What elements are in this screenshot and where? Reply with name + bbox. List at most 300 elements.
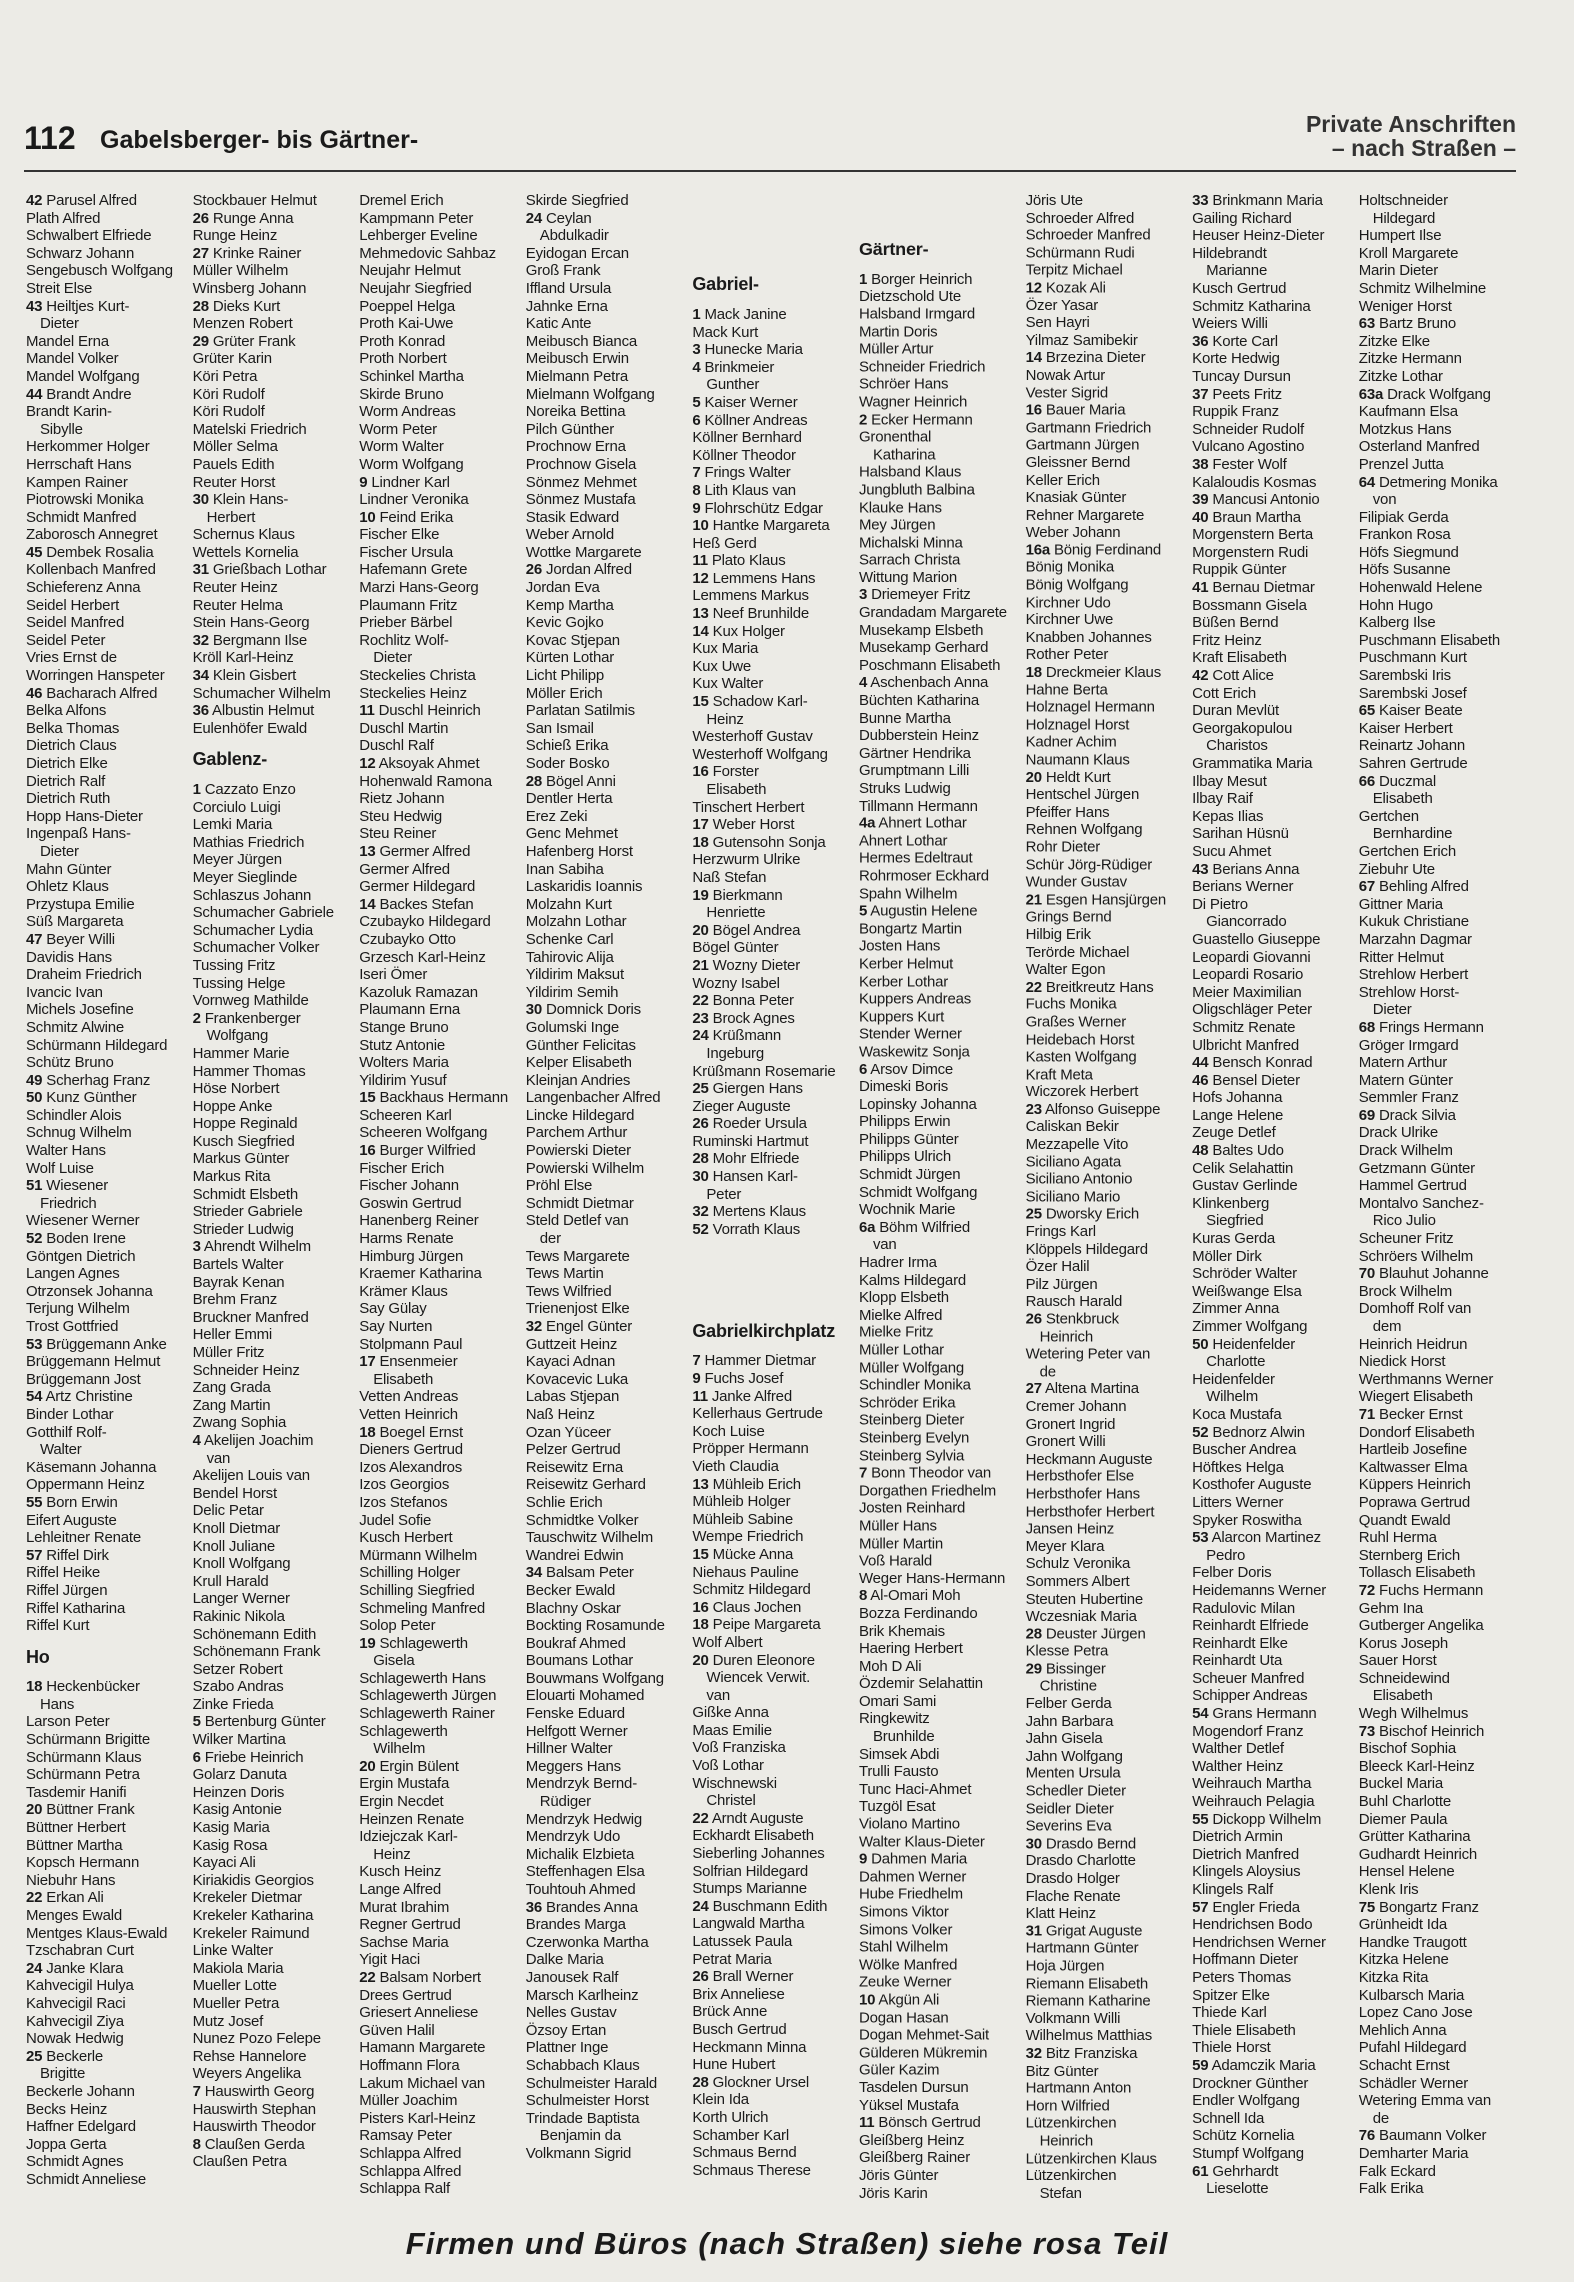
- resident-entry: [193, 1696, 358, 1714]
- house-number: 27: [192, 244, 209, 262]
- resident-entry: [26, 298, 191, 316]
- resident-name: Weyers Angelika: [192, 2065, 302, 2083]
- resident-name: Martin Doris: [858, 323, 938, 341]
- resident-entry: [1026, 2062, 1191, 2079]
- house-number: 57: [26, 1546, 43, 1564]
- resident-entry: [1026, 1346, 1191, 1363]
- street-heading: Gärtner-: [858, 239, 929, 260]
- resident-entry: [193, 421, 358, 439]
- resident-name: Heckmann Minna: [692, 2038, 807, 2056]
- resident-entry: [692, 1933, 857, 1951]
- resident-name: Wilhelm: [373, 1740, 426, 1758]
- resident-entry: [859, 1746, 1024, 1764]
- resident-entry: [193, 262, 358, 280]
- resident-entry: [359, 843, 524, 861]
- resident-name: Buscher Andrea: [1192, 1441, 1297, 1459]
- resident-name: Hube Friedhelm: [858, 1886, 963, 1904]
- resident-name: Yigit Haci: [359, 1951, 420, 1969]
- resident-entry: [692, 763, 857, 781]
- resident-name: Prochnow Erna: [525, 438, 626, 456]
- resident-name: Klenk Iris: [1358, 1881, 1419, 1898]
- resident-name: Voß Lothar: [692, 1757, 764, 1775]
- resident-entry: [1192, 1934, 1357, 1952]
- resident-name: Krekeler Katharina: [192, 1907, 314, 1924]
- resident-name: Sarihan Hüsnü: [1192, 825, 1289, 843]
- resident-entry: [359, 1459, 524, 1477]
- resident-entry: [1359, 1987, 1524, 2005]
- resident-entry: [1359, 1160, 1524, 1178]
- resident-entry-continuation: [1192, 262, 1357, 280]
- resident-entry: [193, 597, 358, 615]
- resident-entry-continuation: [526, 2127, 691, 2145]
- resident-entry: [692, 1150, 857, 1168]
- footer-note: Firmen und Büros (nach Straßen) siehe rosa Teil: [405, 2226, 1169, 2261]
- resident-name: Hartmann Günter: [1025, 1940, 1139, 1957]
- resident-name: Ringkewitz: [858, 1710, 930, 1728]
- resident-name: Wiegert Elisabeth: [1358, 1388, 1473, 1406]
- resident-entry: [1359, 861, 1524, 879]
- resident-name: Heidebach Horst: [1025, 1031, 1135, 1048]
- resident-entry: [1026, 1625, 1191, 1642]
- resident-name: Kosthofer Auguste: [1192, 1476, 1312, 1494]
- resident-entry: [1359, 966, 1524, 984]
- resident-entry: [526, 1740, 691, 1758]
- resident-name: Puschmann Elisabeth: [1358, 631, 1501, 649]
- resident-name: Lange Helene: [1192, 1106, 1284, 1124]
- resident-name: Mielmann Petra: [525, 367, 629, 385]
- resident-name: Vorrath Klaus: [712, 1220, 801, 1238]
- resident-entry: [193, 526, 358, 544]
- resident-entry: [26, 1353, 191, 1371]
- resident-name: Tuzgöl Esat: [858, 1798, 936, 1816]
- resident-name: Pelzer Gertrud: [525, 1441, 621, 1459]
- resident-entry: [526, 1652, 691, 1670]
- resident-entry: [26, 2013, 191, 2031]
- resident-name: Setzer Robert: [192, 1660, 283, 1678]
- resident-entry: [26, 192, 191, 210]
- resident-entry: [1359, 386, 1524, 404]
- resident-entry: [859, 1166, 1024, 1184]
- resident-entry: [859, 1394, 1024, 1412]
- resident-entry: [859, 692, 1024, 710]
- resident-entry-continuation: [193, 1450, 358, 1468]
- resident-entry: [1192, 544, 1357, 562]
- resident-entry: [193, 2048, 358, 2066]
- resident-entry: [26, 456, 191, 474]
- resident-name: Thiele Horst: [1192, 2039, 1271, 2057]
- resident-name: Ritter Helmut: [1358, 948, 1444, 966]
- resident-name: Gudhardt Heinrich: [1358, 1845, 1478, 1863]
- resident-entry: [193, 1819, 358, 1837]
- resident-entry: [692, 834, 857, 852]
- resident-name: Lemki Maria: [192, 816, 273, 834]
- resident-name: Bitz Franziska: [1045, 2044, 1138, 2062]
- resident-name: Reuter Horst: [192, 473, 276, 491]
- resident-entry: [859, 552, 1024, 570]
- resident-entry: [859, 1149, 1024, 1167]
- house-number: 8: [692, 481, 701, 499]
- resident-entry: [859, 323, 1024, 341]
- resident-name: Alarcon Martinez: [1211, 1529, 1321, 1547]
- section-title: [1306, 112, 1516, 160]
- resident-entry: [26, 667, 191, 685]
- resident-entry: [692, 939, 857, 957]
- resident-entry: [859, 2132, 1024, 2150]
- resident-entry: [859, 1904, 1024, 1922]
- resident-name: Zimmer Anna: [1192, 1300, 1280, 1318]
- resident-entry: [859, 1886, 1024, 1904]
- resident-name: Duschl Martin: [359, 719, 449, 737]
- resident-name: Duran Mevlüt: [1192, 702, 1279, 720]
- resident-name: Arndt Auguste: [711, 1809, 804, 1827]
- resident-entry: [26, 1784, 191, 1802]
- resident-name: Felber Doris: [1192, 1564, 1272, 1582]
- resident-entry: [692, 851, 857, 869]
- resident-entry: [359, 949, 524, 967]
- resident-name: Baumann Volker: [1379, 2127, 1487, 2145]
- resident-name: Tahirovic Alija: [525, 948, 614, 966]
- resident-entry: [692, 1599, 857, 1617]
- resident-entry: [526, 438, 691, 456]
- resident-name: Izos Alexandros: [359, 1458, 463, 1476]
- resident-name: Demharter Maria: [1358, 2144, 1469, 2162]
- resident-entry: [1359, 1353, 1524, 1371]
- resident-entry: [193, 1150, 358, 1168]
- resident-name: Musekamp Gerhard: [858, 639, 989, 657]
- resident-entry: [1192, 1881, 1357, 1899]
- resident-entry: [692, 464, 857, 482]
- resident-name: Schürmann Petra: [26, 1766, 140, 1784]
- resident-name: Stefan: [1039, 2184, 1082, 2202]
- resident-name: Wandrei Edwin: [525, 1546, 624, 1564]
- resident-name: Stockbauer Helmut: [192, 192, 317, 209]
- resident-name: Kröll Karl-Heinz: [192, 649, 294, 667]
- resident-entry: [692, 1080, 857, 1098]
- resident-entry: [1026, 1293, 1191, 1310]
- resident-entry: [859, 1113, 1024, 1131]
- resident-name: Lopinsky Johanna: [858, 1095, 977, 1113]
- resident-name: Herbsthofer Hans: [1025, 1485, 1140, 1503]
- house-number: 20: [26, 1801, 43, 1819]
- resident-entry: [193, 1678, 358, 1696]
- resident-name: Fischer Erich: [359, 1159, 445, 1177]
- resident-entry: [1192, 1828, 1357, 1846]
- resident-name: Gehm Ina: [1358, 1599, 1424, 1617]
- resident-name: Puschmann Kurt: [1358, 649, 1467, 667]
- resident-entry: [193, 280, 358, 298]
- resident-name: Wagner Heinrich: [858, 393, 968, 411]
- resident-entry: [1359, 350, 1524, 368]
- resident-entry: [193, 227, 358, 245]
- resident-name: Ahnert Lothar: [878, 814, 967, 832]
- resident-entry: [1026, 1713, 1191, 1730]
- house-number: 10: [858, 1991, 876, 2009]
- resident-name: Mehmedovic Sahbaz: [359, 244, 496, 262]
- resident-entry: [26, 790, 191, 808]
- house-number: 10: [359, 508, 376, 526]
- resident-entry: [692, 1616, 857, 1634]
- resident-entry: [859, 745, 1024, 763]
- resident-name: Walther Heinz: [1192, 1757, 1284, 1775]
- resident-entry: [26, 1713, 191, 1731]
- resident-name: Litters Werner: [1192, 1493, 1284, 1511]
- resident-entry: [1359, 2145, 1524, 2163]
- resident-entry: [692, 1168, 857, 1186]
- resident-name: Kepas Ilias: [1192, 807, 1264, 825]
- resident-name: Zitzke Elke: [1358, 332, 1430, 350]
- resident-name: Bartels Walter: [192, 1256, 284, 1274]
- resident-entry-continuation: [26, 315, 191, 333]
- resident-name: Frankon Rosa: [1358, 526, 1451, 544]
- resident-name: Bönig Monika: [1025, 559, 1115, 576]
- resident-entry: [193, 904, 358, 922]
- resident-entry: [692, 1221, 857, 1239]
- resident-name: Kahvecigil Hulya: [26, 1977, 134, 1995]
- resident-entry: [26, 1749, 191, 1767]
- resident-name: Kovacevic Luka: [525, 1370, 629, 1388]
- resident-name: Schumacher Volker: [192, 939, 320, 957]
- resident-name: Weißwange Elsa: [1192, 1282, 1302, 1300]
- resident-entry: [26, 913, 191, 931]
- resident-entry: [359, 1934, 524, 1952]
- resident-name: Brandt Karin-: [26, 403, 112, 421]
- resident-entry: [859, 1201, 1024, 1219]
- resident-entry: [1026, 1888, 1191, 1905]
- resident-name: Schütz Kornelia: [1192, 2127, 1295, 2145]
- house-number: 20: [1025, 768, 1042, 786]
- resident-name: Wischnewski: [692, 1774, 777, 1792]
- resident-entry: [26, 931, 191, 949]
- resident-entry: [1026, 1521, 1191, 1538]
- resident-entry: [359, 913, 524, 931]
- resident-name: Caliskan Bekir: [1025, 1118, 1119, 1136]
- resident-name: Deuster Jürgen: [1045, 1625, 1146, 1643]
- resident-name: Böhm Wilfried: [879, 1218, 970, 1236]
- resident-entry: [193, 210, 358, 228]
- resident-name: Alfonso Guiseppe: [1045, 1100, 1161, 1118]
- resident-name: Bunne Martha: [858, 709, 951, 727]
- resident-name: Falk Erika: [1358, 2180, 1424, 2198]
- resident-entry: [359, 861, 524, 879]
- resident-name: Laskaridis Ioannis: [525, 878, 643, 896]
- resident-entry: [526, 649, 691, 667]
- house-number: 24: [525, 209, 543, 227]
- resident-name: Grumptmann Lilli: [858, 762, 970, 780]
- resident-name: Haering Herbert: [858, 1640, 963, 1658]
- resident-name: Goswin Gertrud: [359, 1194, 462, 1212]
- house-number: 13: [692, 605, 709, 623]
- resident-entry: [193, 781, 358, 799]
- resident-name: Domhoff Rolf van: [1358, 1300, 1472, 1318]
- resident-name: Hoppe Reginald: [192, 1115, 298, 1133]
- resident-entry: [1026, 1451, 1191, 1468]
- resident-name: Schieß Erika: [525, 737, 609, 755]
- resident-entry: [859, 376, 1024, 394]
- resident-name: Maas Emilie: [692, 1721, 772, 1739]
- resident-entry: [1359, 333, 1524, 351]
- resident-entry: [1359, 561, 1524, 579]
- resident-entry: [193, 1379, 358, 1397]
- house-number: 16: [692, 1598, 709, 1616]
- resident-name: Cott Erich: [1192, 684, 1257, 702]
- resident-entry: [1359, 773, 1524, 791]
- resident-name: Giancorrado: [1206, 913, 1287, 931]
- resident-entry: [26, 2171, 191, 2189]
- resident-name: Violano Martino: [858, 1815, 960, 1833]
- resident-name: Hohenwald Ramona: [359, 772, 492, 790]
- resident-name: Claußen Gerda: [204, 2135, 305, 2153]
- resident-entry: [1359, 913, 1524, 931]
- resident-name: Bayrak Kenan: [192, 1273, 285, 1291]
- resident-name: Boukraf Ahmed: [525, 1634, 626, 1652]
- resident-name: Walter: [40, 1441, 82, 1459]
- resident-name: Özer Halil: [1025, 1258, 1090, 1276]
- resident-name: Ceylan: [546, 209, 592, 227]
- resident-name: Sarembski Josef: [1358, 684, 1467, 702]
- resident-name: Heinrich: [1039, 2132, 1093, 2150]
- house-number: 28: [192, 297, 209, 315]
- resident-name: Akelijen Louis van: [192, 1467, 310, 1485]
- resident-entry: [1026, 542, 1191, 559]
- resident-entry: [1026, 1818, 1191, 1835]
- resident-name: Riemann Katharine: [1025, 1992, 1151, 2010]
- resident-entry: [859, 639, 1024, 657]
- house-number: 46: [1192, 1071, 1209, 1089]
- resident-entry: [1192, 1846, 1357, 1864]
- resident-entry: [26, 579, 191, 597]
- resident-name: Mehlich Anna: [1358, 2021, 1447, 2039]
- resident-name: Nowak Hedwig: [26, 2030, 124, 2048]
- resident-entry: [1026, 1118, 1191, 1135]
- resident-name: Scheuner Fritz: [1358, 1230, 1454, 1248]
- house-number: 3: [858, 586, 868, 604]
- resident-entry: [1359, 1600, 1524, 1618]
- resident-name: Köri Petra: [192, 367, 258, 385]
- resident-entry: [1359, 808, 1524, 826]
- resident-name: Herbert: [206, 508, 256, 526]
- resident-name: Neef Brunhilde: [712, 605, 810, 623]
- resident-entry: [26, 561, 191, 579]
- resident-name: Jansen Heinz: [1025, 1520, 1115, 1538]
- resident-entry: [1192, 1899, 1357, 1917]
- resident-entry: [1192, 790, 1357, 808]
- resident-entry: [1026, 646, 1191, 663]
- resident-name: Dieks Kurt: [212, 297, 281, 315]
- resident-name: Fischer Elke: [359, 526, 440, 544]
- resident-entry: [26, 1476, 191, 1494]
- resident-entry: [526, 931, 691, 949]
- resident-name: Reisewitz Erna: [525, 1458, 624, 1476]
- resident-entry: [1359, 667, 1524, 685]
- resident-entry-continuation: [1192, 2180, 1357, 2198]
- resident-name: Volkmann Sigrid: [525, 2144, 632, 2162]
- resident-name: Grünheidt Ida: [1358, 1916, 1448, 1934]
- listing-column: [193, 192, 360, 2202]
- resident-name: Hauswirth Stephan: [192, 2100, 316, 2118]
- resident-entry-continuation: [1192, 1353, 1357, 1371]
- resident-entry: [193, 2153, 358, 2171]
- resident-entry: [859, 1307, 1024, 1325]
- resident-name: Schnug Wilhelm: [26, 1124, 132, 1142]
- resident-name: Kunz Günther: [46, 1089, 137, 1107]
- resident-entry: [193, 1643, 358, 1661]
- resident-name: Arsov Dimce: [870, 1060, 954, 1078]
- resident-entry: [1026, 1835, 1191, 1852]
- resident-entry: [1192, 438, 1357, 456]
- resident-name: Zang Martin: [192, 1396, 271, 1414]
- house-number: 46: [26, 684, 43, 702]
- house-number: 25: [692, 1080, 709, 1098]
- resident-name: Lopez Cano Jose: [1358, 2004, 1473, 2022]
- resident-name: Steffenhagen Elsa: [525, 1863, 645, 1881]
- resident-name: Wempe Friedrich: [692, 1528, 804, 1546]
- resident-name: Albustin Helmut: [212, 702, 315, 720]
- resident-entry: [26, 245, 191, 263]
- house-number: 29: [192, 332, 209, 350]
- resident-name: Westerhoff Wolfgang: [692, 745, 828, 763]
- house-number: 50: [1192, 1335, 1209, 1353]
- resident-entry: [1359, 1758, 1524, 1776]
- resident-name: Fuchs Hermann: [1379, 1581, 1484, 1599]
- resident-name: Leopardi Rosario: [1192, 966, 1304, 984]
- resident-entry: [692, 1704, 857, 1722]
- resident-name: Hendrichsen Werner: [1192, 1933, 1326, 1951]
- resident-name: Brinkmeier: [704, 358, 775, 376]
- resident-entry: [692, 728, 857, 746]
- resident-name: Ahnert Lothar: [858, 832, 948, 850]
- resident-name: Weihrauch Pelagia: [1192, 1793, 1315, 1811]
- resident-entry: [359, 227, 524, 245]
- resident-entry: [193, 1397, 358, 1415]
- resident-name: Lakum Michael van: [359, 2074, 486, 2092]
- resident-name: Bruckner Manfred: [192, 1308, 309, 1326]
- resident-entry: [1026, 192, 1191, 209]
- resident-entry: [1359, 1476, 1524, 1494]
- house-number: 26: [525, 561, 543, 579]
- resident-name: Heidemanns Werner: [1192, 1581, 1327, 1599]
- resident-entry: [526, 2145, 691, 2163]
- resident-name: Sachse Maria: [359, 1933, 449, 1951]
- resident-name: Wetering Peter van: [1025, 1345, 1151, 1363]
- house-number: 9: [858, 1850, 868, 1868]
- resident-entry: [859, 1921, 1024, 1939]
- resident-name: Schernus Klaus: [192, 526, 295, 544]
- resident-entry: [859, 1517, 1024, 1535]
- resident-name: Möller Erich: [525, 684, 603, 702]
- resident-entry: [526, 1758, 691, 1776]
- resident-entry: [359, 1072, 524, 1090]
- resident-name: Schipper Andreas: [1192, 1687, 1308, 1705]
- resident-name: Siciliano Agata: [1025, 1153, 1121, 1171]
- resident-name: Quandt Ewald: [1358, 1511, 1451, 1529]
- resident-name: Klein Hans-: [212, 491, 289, 509]
- resident-entry: [859, 569, 1024, 587]
- house-number: 12: [359, 755, 376, 772]
- resident-entry: [526, 1177, 691, 1195]
- resident-entry: [1026, 1958, 1191, 1975]
- resident-name: Meibusch Erwin: [525, 350, 629, 368]
- resident-name: Engler Frieda: [1212, 1898, 1300, 1916]
- resident-entry: [1026, 437, 1191, 454]
- resident-entry: [359, 262, 524, 280]
- resident-entry: [26, 2048, 191, 2066]
- resident-name: Bögel Andrea: [712, 921, 801, 939]
- resident-name: Bertenburg Günter: [204, 1713, 326, 1731]
- resident-name: Schmitz Hildegard: [692, 1581, 811, 1599]
- resident-entry: [1359, 1037, 1524, 1055]
- resident-entry: [1026, 2045, 1191, 2062]
- resident-name: Brzezina Dieter: [1045, 349, 1146, 367]
